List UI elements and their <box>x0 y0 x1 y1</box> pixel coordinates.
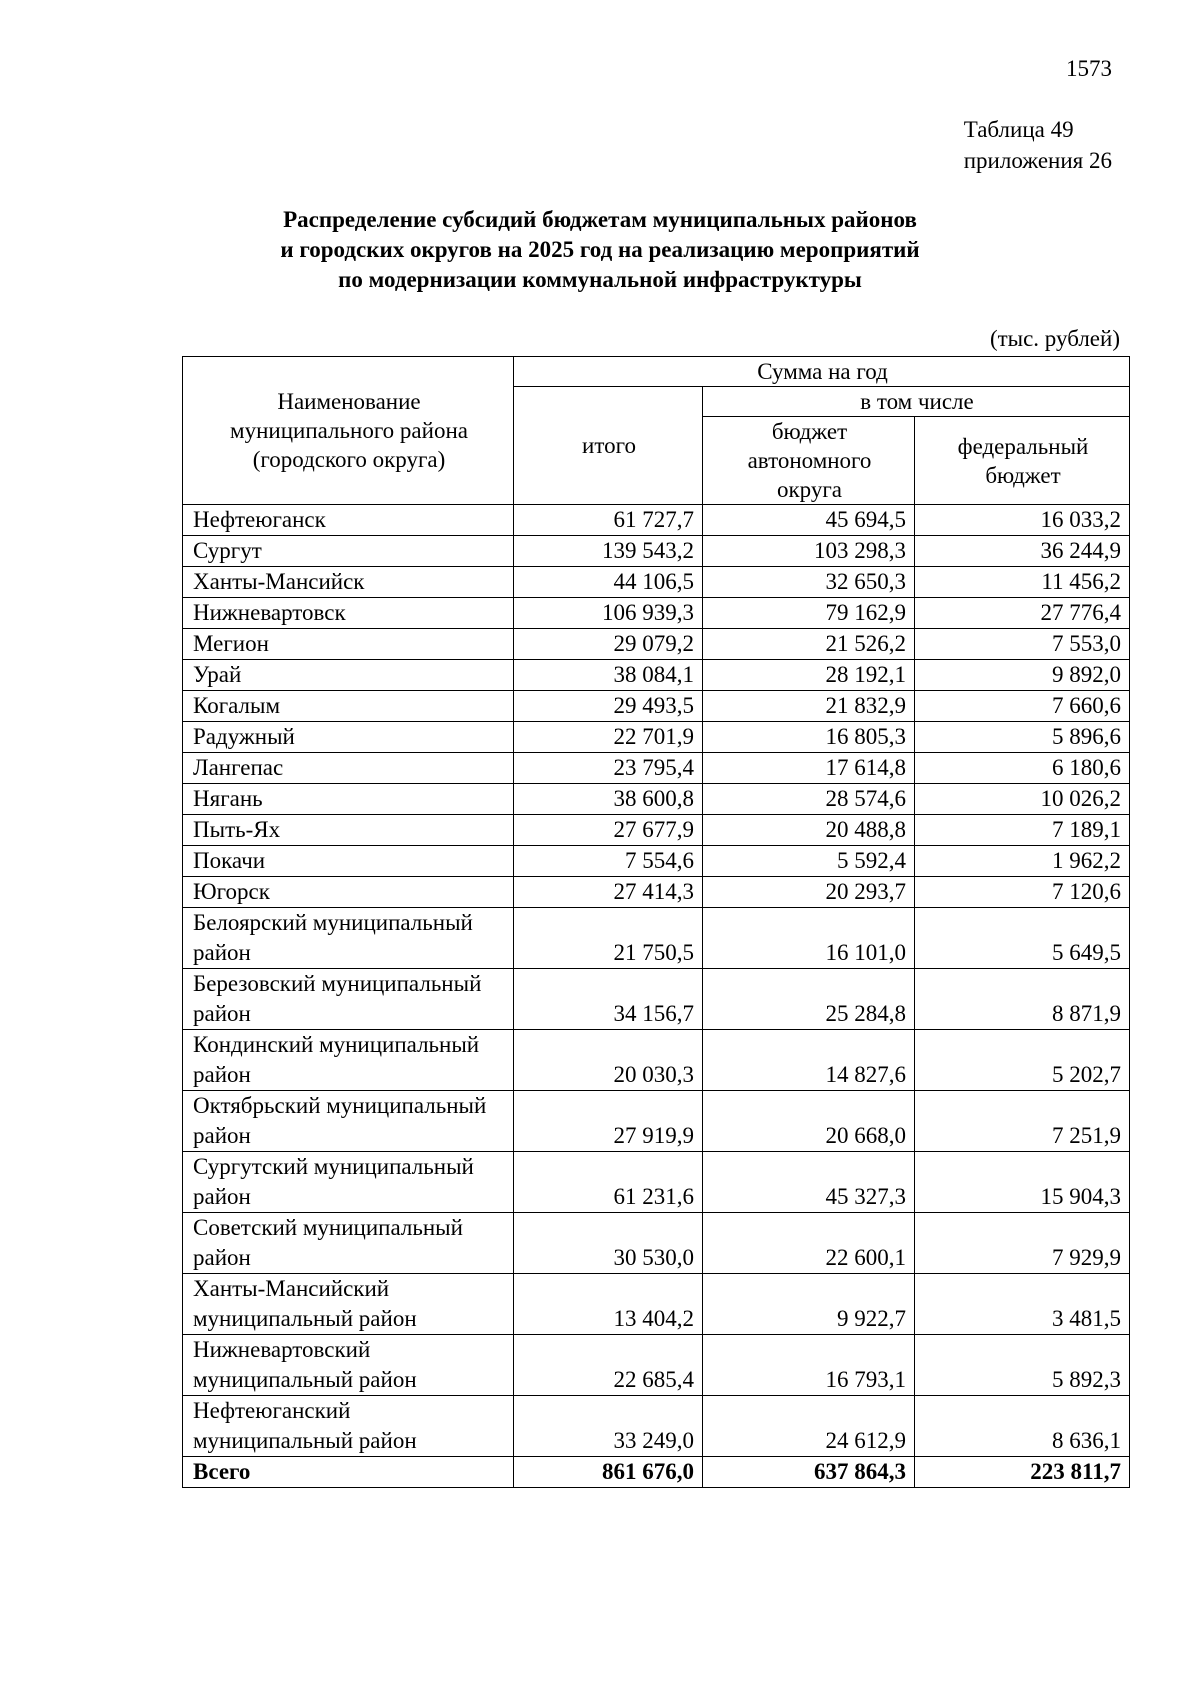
row-federal-budget-cell: 10 026,2 <box>915 784 1130 815</box>
row-name-cell: Нижневартовский муниципальный район <box>183 1335 514 1396</box>
row-name-cell: Октябрьский муниципальный район <box>183 1091 514 1152</box>
table-row <box>183 629 1130 660</box>
units-label: (тыс. рублей) <box>989 326 1120 351</box>
row-ao-budget-cell: 16 805,3 <box>703 722 915 753</box>
table-row <box>183 784 1130 815</box>
header-ao-budget: бюджет автономного округа <box>703 417 915 505</box>
header-name: Наименование муниципального района (городского округа) <box>183 357 514 505</box>
row-federal-budget-cell: 1 962,2 <box>915 846 1130 877</box>
table-row <box>183 1091 1130 1152</box>
row-name-cell: Сургут <box>183 536 514 567</box>
grand-total-ao-budget: 637 864,3 <box>703 1457 915 1488</box>
row-federal-budget-cell: 5 892,3 <box>915 1335 1130 1396</box>
row-federal-budget-cell: 7 120,6 <box>915 877 1130 908</box>
header-including: в том числе <box>703 387 1130 417</box>
row-ao-budget-cell: 21 832,9 <box>703 691 915 722</box>
page-number: 1573 <box>1066 56 1112 81</box>
row-ao-budget-cell: 17 614,8 <box>703 753 915 784</box>
row-name-cell: Нягань <box>183 784 514 815</box>
row-ao-budget-cell: 16 793,1 <box>703 1335 915 1396</box>
table-row <box>183 505 1130 536</box>
table-row <box>183 1152 1130 1213</box>
grand-total-sum: 861 676,0 <box>514 1457 703 1488</box>
table-row <box>183 722 1130 753</box>
row-name-cell: Белоярский муниципальный район <box>183 908 514 969</box>
table-row <box>183 815 1130 846</box>
row-name-cell: Покачи <box>183 846 514 877</box>
table-row <box>183 846 1130 877</box>
row-total-cell: 61 231,6 <box>514 1152 703 1213</box>
row-total-cell: 30 530,0 <box>514 1213 703 1274</box>
row-total-cell: 22 701,9 <box>514 722 703 753</box>
row-ao-budget-cell: 20 668,0 <box>703 1091 915 1152</box>
row-federal-budget-cell: 7 660,6 <box>915 691 1130 722</box>
table-row <box>183 1335 1130 1396</box>
row-federal-budget-cell: 5 896,6 <box>915 722 1130 753</box>
row-federal-budget-cell: 9 892,0 <box>915 660 1130 691</box>
row-total-cell: 27 414,3 <box>514 877 703 908</box>
table-row <box>183 691 1130 722</box>
row-federal-budget-cell: 8 636,1 <box>915 1396 1130 1457</box>
row-ao-budget-cell: 22 600,1 <box>703 1213 915 1274</box>
row-ao-budget-cell: 28 192,1 <box>703 660 915 691</box>
row-total-cell: 139 543,2 <box>514 536 703 567</box>
row-ao-budget-cell: 32 650,3 <box>703 567 915 598</box>
row-federal-budget-cell: 36 244,9 <box>915 536 1130 567</box>
row-name-cell: Ханты-Мансийск <box>183 567 514 598</box>
row-federal-budget-cell: 15 904,3 <box>915 1152 1130 1213</box>
header-sum-for-year: Сумма на год <box>514 357 1130 387</box>
row-name-cell: Радужный <box>183 722 514 753</box>
row-federal-budget-cell: 11 456,2 <box>915 567 1130 598</box>
row-total-cell: 38 084,1 <box>514 660 703 691</box>
grand-total-row <box>183 1457 1130 1488</box>
table-row <box>183 969 1130 1030</box>
table-row <box>183 877 1130 908</box>
row-name-cell: Пыть-Ях <box>183 815 514 846</box>
row-ao-budget-cell: 5 592,4 <box>703 846 915 877</box>
table-row <box>183 660 1130 691</box>
row-federal-budget-cell: 16 033,2 <box>915 505 1130 536</box>
title-line: и городских округов на 2025 год на реализацию мероприятий <box>280 237 920 262</box>
row-name-cell: Сургутский муниципальный район <box>183 1152 514 1213</box>
title-line: по модернизации коммунальной инфраструктуры <box>338 267 862 292</box>
row-total-cell: 13 404,2 <box>514 1274 703 1335</box>
row-total-cell: 20 030,3 <box>514 1030 703 1091</box>
row-name-cell: Кондинский муниципальный район <box>183 1030 514 1091</box>
row-total-cell: 33 249,0 <box>514 1396 703 1457</box>
table-row <box>183 1396 1130 1457</box>
row-ao-budget-cell: 45 327,3 <box>703 1152 915 1213</box>
row-ao-budget-cell: 20 488,8 <box>703 815 915 846</box>
row-total-cell: 34 156,7 <box>514 969 703 1030</box>
row-total-cell: 61 727,7 <box>514 505 703 536</box>
row-name-cell: Советский муниципальный район <box>183 1213 514 1274</box>
row-ao-budget-cell: 14 827,6 <box>703 1030 915 1091</box>
table-row <box>183 908 1130 969</box>
row-federal-budget-cell: 5 649,5 <box>915 908 1130 969</box>
row-name-cell: Лангепас <box>183 753 514 784</box>
row-name-cell: Нижневартовск <box>183 598 514 629</box>
row-total-cell: 29 493,5 <box>514 691 703 722</box>
row-total-cell: 29 079,2 <box>514 629 703 660</box>
table-row <box>183 536 1130 567</box>
row-federal-budget-cell: 7 929,9 <box>915 1213 1130 1274</box>
row-total-cell: 38 600,8 <box>514 784 703 815</box>
subsidy-table <box>182 356 1130 1488</box>
row-ao-budget-cell: 103 298,3 <box>703 536 915 567</box>
row-name-cell: Ханты-Мансийский муниципальный район <box>183 1274 514 1335</box>
row-ao-budget-cell: 20 293,7 <box>703 877 915 908</box>
appendix-label: приложения 26 <box>963 148 1112 173</box>
row-name-cell: Березовский муниципальный район <box>183 969 514 1030</box>
row-name-cell: Югорск <box>183 877 514 908</box>
grand-total-label: Всего <box>183 1457 514 1488</box>
row-total-cell: 23 795,4 <box>514 753 703 784</box>
document-title <box>150 205 1050 295</box>
row-total-cell: 7 554,6 <box>514 846 703 877</box>
row-total-cell: 106 939,3 <box>514 598 703 629</box>
row-name-cell: Нефтеюганск <box>183 505 514 536</box>
row-total-cell: 22 685,4 <box>514 1335 703 1396</box>
row-total-cell: 27 677,9 <box>514 815 703 846</box>
row-total-cell: 44 106,5 <box>514 567 703 598</box>
row-total-cell: 21 750,5 <box>514 908 703 969</box>
row-name-cell: Когалым <box>183 691 514 722</box>
row-federal-budget-cell: 5 202,7 <box>915 1030 1130 1091</box>
row-ao-budget-cell: 45 694,5 <box>703 505 915 536</box>
row-federal-budget-cell: 7 189,1 <box>915 815 1130 846</box>
row-ao-budget-cell: 25 284,8 <box>703 969 915 1030</box>
table-row <box>183 598 1130 629</box>
row-ao-budget-cell: 24 612,9 <box>703 1396 915 1457</box>
header-federal-budget: федеральный бюджет <box>915 417 1130 505</box>
row-ao-budget-cell: 28 574,6 <box>703 784 915 815</box>
row-name-cell: Мегион <box>183 629 514 660</box>
table-body <box>183 505 1130 1488</box>
row-federal-budget-cell: 7 553,0 <box>915 629 1130 660</box>
table-row <box>183 1274 1130 1335</box>
table-row <box>183 1030 1130 1091</box>
table-row <box>183 567 1130 598</box>
table-row <box>183 753 1130 784</box>
title-line: Распределение субсидий бюджетам муниципальных районов <box>283 207 917 232</box>
row-ao-budget-cell: 79 162,9 <box>703 598 915 629</box>
row-total-cell: 27 919,9 <box>514 1091 703 1152</box>
grand-total-federal-budget: 223 811,7 <box>915 1457 1130 1488</box>
row-federal-budget-cell: 7 251,9 <box>915 1091 1130 1152</box>
table-label: Таблица 49 <box>963 117 1074 142</box>
row-federal-budget-cell: 3 481,5 <box>915 1274 1130 1335</box>
header-total: итого <box>514 387 703 505</box>
row-federal-budget-cell: 27 776,4 <box>915 598 1130 629</box>
table-reference <box>964 114 1112 176</box>
row-federal-budget-cell: 8 871,9 <box>915 969 1130 1030</box>
row-name-cell: Нефтеюганский муниципальный район <box>183 1396 514 1457</box>
row-ao-budget-cell: 21 526,2 <box>703 629 915 660</box>
row-name-cell: Урай <box>183 660 514 691</box>
row-ao-budget-cell: 16 101,0 <box>703 908 915 969</box>
row-ao-budget-cell: 9 922,7 <box>703 1274 915 1335</box>
row-federal-budget-cell: 6 180,6 <box>915 753 1130 784</box>
table-row <box>183 1213 1130 1274</box>
